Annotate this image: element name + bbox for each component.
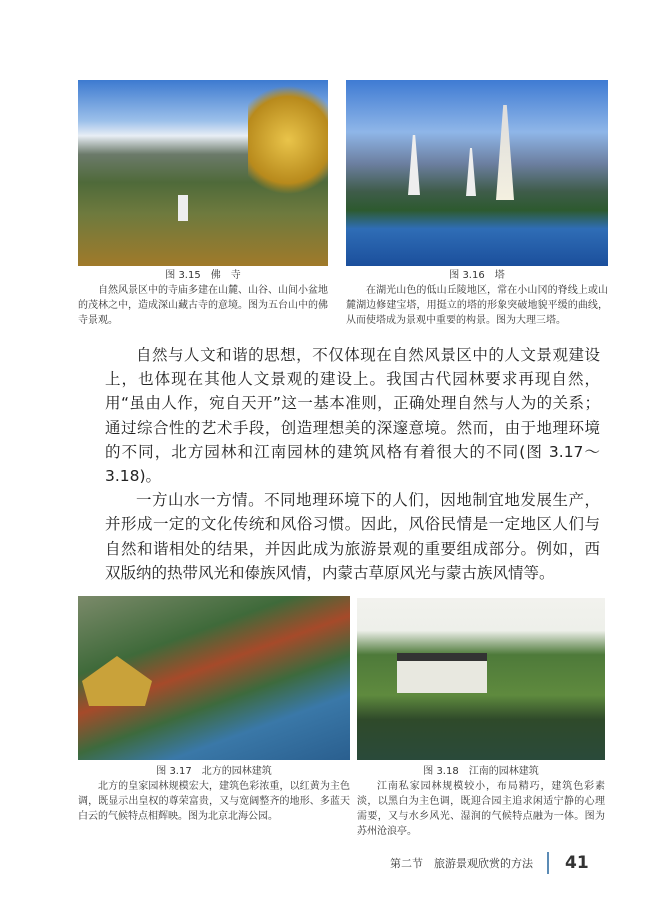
figure-label: 图 3.18 江南的园林建筑 xyxy=(423,766,539,777)
photo-three-pagodas xyxy=(346,80,608,266)
section-title: 第二节 旅游景观欣赏的方法 xyxy=(390,857,533,870)
paragraph: 自然与人文和谐的思想，不仅体现在自然风景区中的人文景观建设上，也体现在其他人文景观的建设上。我国古代园林要求再现自然，用“虽由人作，宛自天开”这一基本准则，正确处理自然与人为的关系；通过综合性的艺术手段，创造理想美的深邃意境。然而，由于地理环境的不同，北方园林和江南园林的建筑风格有着很大的不同(图 3.17～3.18)。 xyxy=(105,346,600,486)
figure-caption-3-15 xyxy=(78,268,328,328)
page-number: 41 xyxy=(565,853,589,873)
body-text xyxy=(105,343,600,585)
divider xyxy=(547,852,549,874)
figure-label: 图 3.16 塔 xyxy=(449,270,505,281)
figure-label: 图 3.15 佛 寺 xyxy=(165,270,241,281)
photo-beihai-park xyxy=(78,596,350,760)
page-footer xyxy=(390,852,610,874)
paragraph: 一方山水一方情。不同地理环境下的人们，因地制宜地发展生产，并形成一定的文化传统和风俗习惯。因此，风俗民情是一定地区人们与自然和谐相处的结果，并因此成为旅游景观的重要组成部分。例如，西双版纳的热带风光和傣族风情，内蒙古草原风光与蒙古族风情等。 xyxy=(105,491,600,582)
figure-caption-3-17 xyxy=(78,764,350,824)
photo-buddhist-temple xyxy=(78,80,328,266)
figure-caption-3-16 xyxy=(346,268,608,328)
figure-label: 图 3.17 北方的园林建筑 xyxy=(156,766,272,777)
figure-description: 在湖光山色的低山丘陵地区，常在小山冈的脊线上或山麓湖边修建宝塔，用挺立的塔的形象突破地貌平缓的曲线，从而使塔成为景观中重要的构景。图为大理三塔。 xyxy=(346,285,608,326)
figure-description: 北方的皇家园林规模宏大，建筑色彩浓重，以红黄为主色调，既显示出皇权的尊荣富贵，又与宽阔整齐的地形、多蓝天白云的气候特点相辉映。图为北京北海公园。 xyxy=(78,781,350,822)
photo-canglang-pavilion xyxy=(357,598,605,760)
figure-description: 自然风景区中的寺庙多建在山麓、山谷、山间小盆地的茂林之中，造成深山藏古寺的意境。图为五台山中的佛寺景观。 xyxy=(78,285,328,326)
figure-description: 江南私家园林规模较小，布局精巧，建筑色彩素淡，以黑白为主色调，既迎合园主追求闲适宁静的心理需要，又与水乡风光、湿润的气候特点融为一体。图为苏州沧浪亭。 xyxy=(357,781,605,837)
figure-caption-3-18 xyxy=(357,764,605,839)
